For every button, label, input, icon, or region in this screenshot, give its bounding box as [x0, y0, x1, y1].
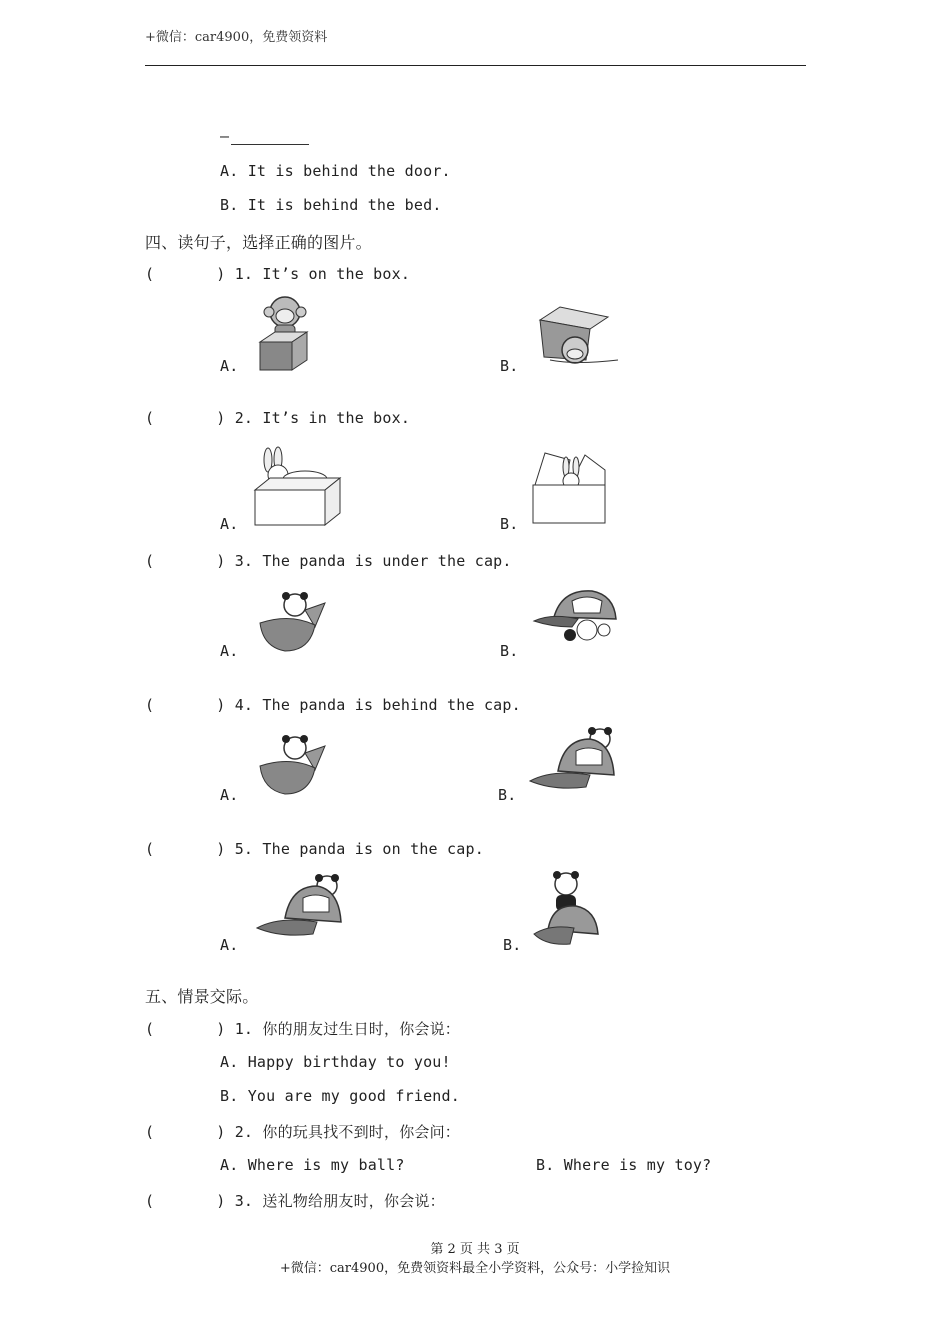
question-text: 你的朋友过生日时，你会说： [262, 1020, 461, 1038]
answer-dash: — [220, 127, 230, 145]
panda-behind-cap-image [528, 725, 620, 797]
question-text: The panda is under the cap. [262, 552, 512, 570]
footer-note: +微信：car4900，免费领资料最全小学资料，公众号：小学捡知识 [279, 1261, 671, 1276]
s5-q1-option-a: A. Happy birthday to you! [220, 1053, 451, 1071]
option-letter: A. [220, 162, 239, 180]
panda-under-cap-image [532, 585, 622, 655]
option-a-label: A. [220, 642, 239, 660]
option-b-label: B. [500, 357, 519, 375]
section5-title: 五、情景交际。 [145, 987, 259, 1006]
paren-close: ) [216, 840, 226, 858]
option-a-label: A. [220, 936, 239, 954]
prev-option-a [220, 162, 451, 180]
paren-close: ) [216, 409, 226, 427]
question-number: 2. [234, 1123, 254, 1141]
s4-question-3 [145, 552, 512, 570]
paren-open: ( [145, 265, 155, 283]
question-number: 3. [234, 552, 254, 570]
rabbit-in-box-image [530, 445, 612, 525]
paren-open: ( [145, 1020, 155, 1038]
s5-question-2 [145, 1121, 460, 1142]
question-text: 送礼物给朋友时，你会说： [262, 1192, 445, 1210]
paren-open: ( [145, 409, 155, 427]
section4-title: 四、读句子，选择正确的图片。 [145, 233, 372, 252]
paren-close: ) [216, 1020, 226, 1038]
paren-open: ( [145, 1123, 155, 1141]
s4-question-5 [145, 840, 484, 858]
s5-q1-option-b: B. You are my good friend. [220, 1087, 460, 1105]
s4-question-4 [145, 696, 521, 714]
option-b-label: B. [503, 936, 522, 954]
option-b-label: B. [500, 642, 519, 660]
question-number: 5. [234, 840, 254, 858]
question-text: 你的玩具找不到时，你会问： [262, 1123, 461, 1141]
paren-close: ) [216, 265, 226, 283]
s5-q2-option-a: A. Where is my ball? [220, 1156, 405, 1174]
question-number: 1. [234, 1020, 254, 1038]
prev-option-b [220, 196, 442, 214]
paren-close: ) [216, 552, 226, 570]
s4-question-2 [145, 409, 410, 427]
panda-in-cap-image [255, 728, 327, 798]
s4-question-1 [145, 265, 410, 283]
paren-open: ( [145, 840, 155, 858]
question-number: 4. [234, 696, 254, 714]
s5-q2-option-b: B. Where is my toy? [536, 1156, 712, 1174]
option-a-label: A. [220, 786, 239, 804]
paren-close: ) [216, 1192, 226, 1210]
header-divider [145, 65, 806, 66]
question-number: 1. [234, 265, 254, 283]
s5-question-1 [145, 1018, 460, 1039]
question-text: The panda is behind the cap. [262, 696, 521, 714]
question-text: It’s in the box. [262, 409, 411, 427]
option-text: It is behind the bed. [247, 196, 442, 214]
rabbit-on-box-image [250, 445, 345, 527]
monkey-on-box-image [255, 292, 315, 374]
panda-behind-cap-image [255, 872, 347, 944]
panda-on-cap-image [530, 868, 602, 948]
option-letter: B. [220, 196, 239, 214]
option-b-label: B. [500, 515, 519, 533]
page-header: +微信：car4900，免费领资料 [145, 30, 328, 45]
answer-blank [220, 127, 309, 145]
page-number: 第 2 页 共 3 页 [430, 1242, 520, 1257]
paren-close: ) [216, 696, 226, 714]
question-text: The panda is on the cap. [262, 840, 484, 858]
question-number: 3. [234, 1192, 254, 1210]
option-a-label: A. [220, 515, 239, 533]
question-text: It’s on the box. [262, 265, 411, 283]
question-number: 2. [234, 409, 254, 427]
paren-open: ( [145, 696, 155, 714]
panda-in-cap-image [255, 585, 327, 655]
option-a-label: A. [220, 357, 239, 375]
paren-open: ( [145, 1192, 155, 1210]
answer-line [231, 132, 309, 145]
option-text: It is behind the door. [247, 162, 451, 180]
paren-close: ) [216, 1123, 226, 1141]
monkey-under-box-image [530, 305, 620, 367]
s5-question-3 [145, 1190, 445, 1211]
paren-open: ( [145, 552, 155, 570]
option-b-label: B. [498, 786, 517, 804]
